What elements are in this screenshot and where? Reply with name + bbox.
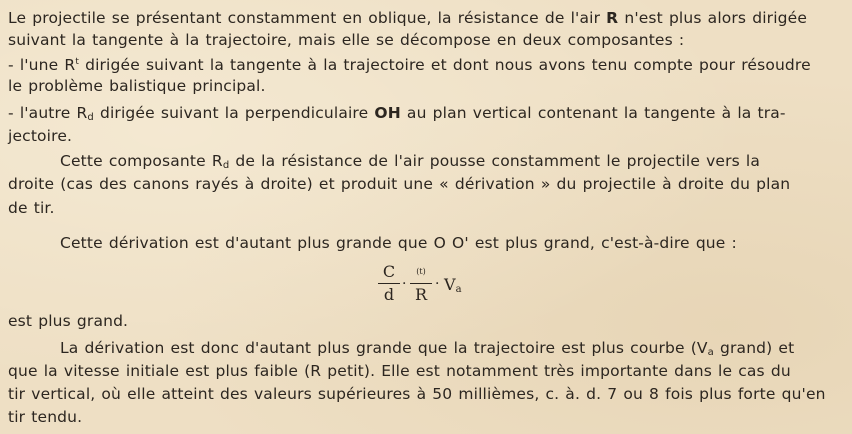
paragraph-line-7: est plus grand. xyxy=(8,312,129,330)
subscript: d xyxy=(222,160,230,171)
text-span: dirigée suivant la tangente à la trajectoire et dont nous avons tenu compte pour résoudre xyxy=(79,56,811,74)
superscript: t xyxy=(75,57,80,67)
fraction-denominator: R xyxy=(414,285,428,304)
velocity-term xyxy=(444,275,462,294)
multiplication-dot: · xyxy=(402,276,407,292)
fraction-bar xyxy=(378,283,400,284)
paragraph-line-1 xyxy=(8,9,807,27)
velocity-symbol: V xyxy=(444,275,456,294)
text-span: La dérivation est donc d'autant plus grande que la trajectoire est plus courbe (V xyxy=(60,339,708,357)
paragraph-line-10: tir vertical, où elle atteint des valeurs supérieures à 50 millièmes, c. à. d. 7 ou 8 fois plus forte qu'en xyxy=(8,385,826,403)
fraction-t-over-r xyxy=(410,262,432,305)
text-span: n'est plus alors dirigée xyxy=(618,9,808,27)
text-span: - l'une R xyxy=(8,56,76,74)
fraction-c-over-d xyxy=(378,262,400,305)
paragraph-line-4: droite (cas des canons rayés à droite) et produit une « dérivation » du projectile à droite du plan xyxy=(8,175,791,193)
text-span: grand) et xyxy=(713,339,795,357)
text-span: Le projectile se présentant constamment en oblique, la résistance de l'air xyxy=(8,9,607,27)
paragraph-line-3 xyxy=(60,152,760,173)
paragraph-line-5: de tir. xyxy=(8,199,55,217)
fraction-bar xyxy=(410,283,432,284)
paragraph-line-9: que la vitesse initiale est plus faible (R petit). Elle est notamment très importante dans le cas du xyxy=(8,362,791,380)
text-span: au plan vertical contenant la tangente à la tra- xyxy=(400,104,786,122)
paragraph-line-8 xyxy=(60,339,794,360)
paragraph-line-2: suivant la tangente à la trajectoire, mais elle se décompose en deux composantes : xyxy=(8,31,685,49)
bold-symbol: R xyxy=(606,9,619,27)
text-span: Cette composante R xyxy=(60,152,223,170)
fraction-denominator: d xyxy=(383,285,395,304)
list-item-line-4: jectoire. xyxy=(8,127,73,145)
bold-symbol: OH xyxy=(374,104,401,122)
paragraph-line-11: tir tendu. xyxy=(8,408,83,426)
fraction-numerator: (t) xyxy=(416,267,426,276)
text-span: dirigée suivant la perpendiculaire xyxy=(93,104,375,122)
subscript: a xyxy=(707,347,714,358)
text-span: de la résistance de l'air pousse constamment le projectile vers la xyxy=(229,152,761,170)
fraction-numerator: C xyxy=(382,262,396,281)
text-span: - l'autre R xyxy=(8,104,88,122)
subscript: a xyxy=(455,284,462,295)
paragraph-line-6: Cette dérivation est d'autant plus grande que O O' est plus grand, c'est-à-dire que : xyxy=(60,234,737,252)
subscript: d xyxy=(87,112,94,123)
list-item-line-2: le problème balistique principal. xyxy=(8,77,266,95)
multiplication-dot: · xyxy=(435,276,440,292)
list-item-line-1 xyxy=(8,56,811,74)
list-item-line-3 xyxy=(8,104,786,125)
